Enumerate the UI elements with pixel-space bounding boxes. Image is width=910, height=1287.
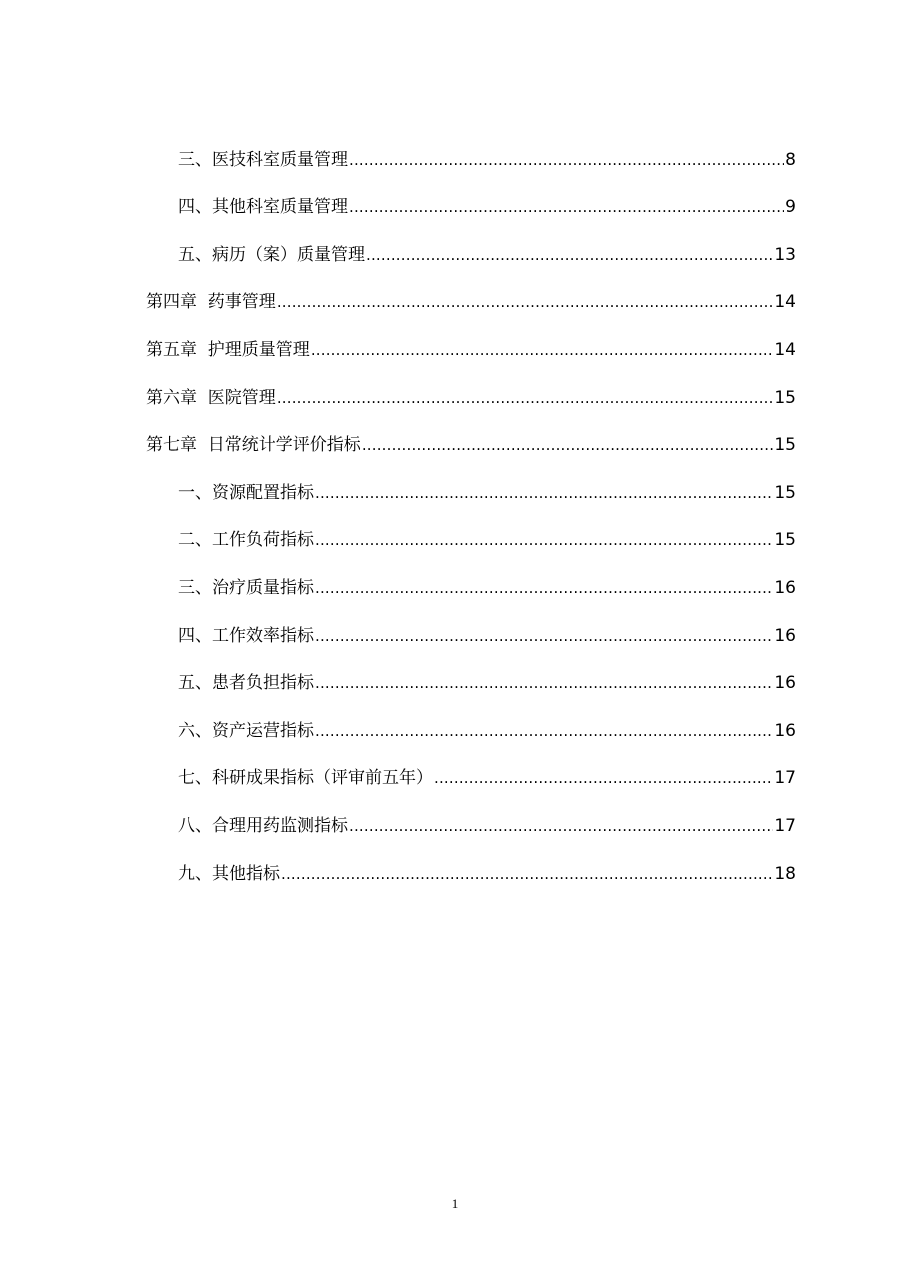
toc-line: [146, 387, 796, 409]
toc-line: [178, 196, 796, 218]
toc-entry[interactable]: [0, 660, 910, 708]
toc-line: [146, 434, 796, 456]
toc-entry[interactable]: [0, 850, 910, 898]
table-of-contents: [0, 136, 910, 898]
toc-dot-leader: [315, 577, 773, 599]
toc-entry-page: 15: [774, 482, 796, 503]
toc-dot-leader: [281, 863, 773, 885]
toc-entry-title: 三、医技科室质量管理: [178, 149, 348, 170]
toc-entry-title: 第五章 护理质量管理: [146, 339, 310, 360]
toc-entry-page: 13: [774, 244, 796, 265]
toc-entry-page: 14: [774, 292, 796, 313]
toc-entry[interactable]: [0, 755, 910, 803]
toc-entry-page: 9: [785, 197, 796, 218]
toc-entry-page: 18: [774, 863, 796, 884]
toc-dot-leader: [349, 815, 773, 837]
toc-entry-title: 第四章 药事管理: [146, 292, 276, 313]
toc-entry-page: 16: [774, 720, 796, 741]
toc-line: [178, 577, 796, 599]
toc-dot-leader: [349, 196, 784, 218]
toc-entry[interactable]: [0, 279, 910, 327]
toc-entry-page: 15: [774, 387, 796, 408]
toc-line: [178, 767, 796, 789]
toc-dot-leader: [315, 672, 773, 694]
toc-dot-leader: [311, 339, 774, 361]
toc-dot-leader: [277, 387, 774, 409]
toc-entry-title: 第六章 医院管理: [146, 387, 276, 408]
page-number: 1: [451, 1196, 459, 1211]
toc-line: [178, 625, 796, 647]
toc-line: [178, 529, 796, 551]
toc-entry[interactable]: [0, 469, 910, 517]
toc-dot-leader: [315, 720, 773, 742]
toc-entry-title: 四、其他科室质量管理: [178, 197, 348, 218]
toc-entry-page: 15: [774, 530, 796, 551]
toc-entry-title: 二、工作负荷指标: [178, 530, 314, 551]
toc-entry[interactable]: [0, 517, 910, 565]
toc-entry-title: 七、科研成果指标（评审前五年）: [178, 768, 433, 789]
toc-dot-leader: [366, 244, 773, 266]
toc-entry[interactable]: [0, 612, 910, 660]
toc-line: [146, 291, 796, 313]
toc-entry-title: 八、合理用药监测指标: [178, 815, 348, 836]
toc-line: [146, 339, 796, 361]
toc-entry-title: 三、治疗质量指标: [178, 577, 314, 598]
toc-entry[interactable]: [0, 802, 910, 850]
toc-dot-leader: [349, 149, 784, 171]
toc-line: [178, 482, 796, 504]
toc-entry[interactable]: [0, 184, 910, 232]
toc-line: [178, 672, 796, 694]
toc-dot-leader: [434, 767, 773, 789]
toc-line: [178, 815, 796, 837]
toc-line: [178, 149, 796, 171]
toc-dot-leader: [277, 291, 774, 313]
toc-line: [178, 244, 796, 266]
toc-dot-leader: [315, 482, 773, 504]
toc-dot-leader: [362, 434, 774, 456]
toc-entry[interactable]: [0, 326, 910, 374]
toc-entry[interactable]: [0, 422, 910, 470]
toc-entry-page: 16: [774, 625, 796, 646]
toc-entry[interactable]: [0, 136, 910, 184]
toc-entry-title: 四、工作效率指标: [178, 625, 314, 646]
toc-entry[interactable]: [0, 564, 910, 612]
toc-entry-title: 五、患者负担指标: [178, 673, 314, 694]
toc-entry-title: 五、病历（案）质量管理: [178, 244, 365, 265]
toc-entry-title: 九、其他指标: [178, 863, 280, 884]
toc-entry-page: 16: [774, 577, 796, 598]
toc-dot-leader: [315, 529, 773, 551]
toc-entry[interactable]: [0, 231, 910, 279]
toc-entry-page: 17: [774, 768, 796, 789]
toc-entry-page: 17: [774, 815, 796, 836]
toc-entry[interactable]: [0, 374, 910, 422]
toc-entry[interactable]: [0, 707, 910, 755]
toc-line: [178, 720, 796, 742]
toc-entry-page: 8: [785, 149, 796, 170]
toc-dot-leader: [315, 625, 773, 647]
toc-entry-page: 15: [774, 435, 796, 456]
toc-entry-title: 六、资产运营指标: [178, 720, 314, 741]
toc-line: [178, 863, 796, 885]
toc-entry-page: 16: [774, 673, 796, 694]
toc-entry-page: 14: [774, 339, 796, 360]
toc-entry-title: 第七章 日常统计学评价指标: [146, 435, 361, 456]
toc-entry-title: 一、资源配置指标: [178, 482, 314, 503]
